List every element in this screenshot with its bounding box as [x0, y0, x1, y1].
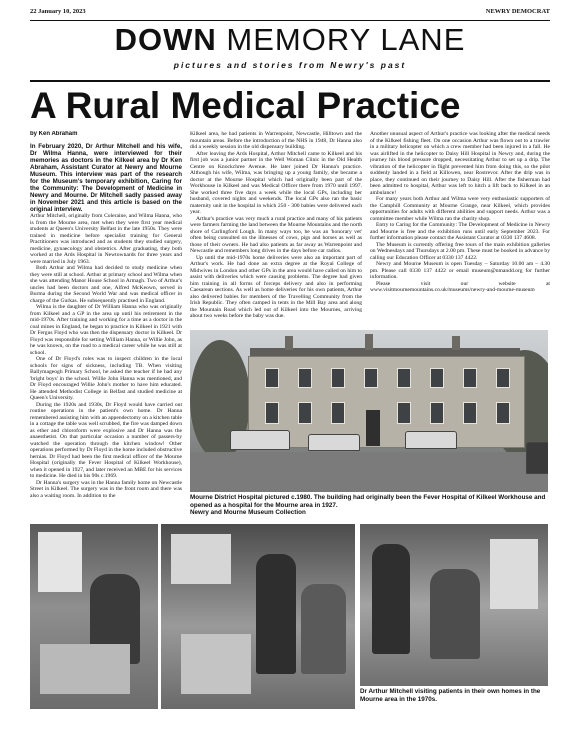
chimney-shape [365, 334, 373, 350]
paragraph: Newry and Mourne Museum is open Tuesday – Saturday 10.00 am – 4.30 pm. Please call 0330 137 4422 or email museum@nmandd.org for further information. [370, 261, 550, 280]
article-column-3 [370, 131, 550, 327]
masthead-title [30, 22, 550, 58]
window-shape [298, 402, 312, 424]
hospital-caption-text: Mourne District Hospital pictured c.1980. The building had originally been the Fever Hospital of Kilkeel Workhouse and opened as a hospital for the Mourne area in 1927. [190, 494, 546, 509]
window-shape [171, 534, 231, 584]
page-number-date: 22 January 10, 2023 [30, 8, 86, 15]
paragraph: Entry to Caring for the Community: The Development of Medicine in Newry and Mourne is free and the exhibition runs until early September 2023. For further information please contact the Assistant Curator at 0330 137 4608. [370, 222, 550, 241]
paragraph: Another unusual aspect of Arthur's practice was looking after the medical needs of the Kilkeel fishing fleet. On one occasion Arthur was flown out to a trawler in a military helicopter on which a crew member had been injured in a fall. He was airlifted in the helicopter to Daisy Hill Hospital in Newry and, during the journey his blood pressure dropped, necessitating Arthur to set up a drip. The vibration of the helicopter in flight prevented him from doing this, so the pilot suddenly landed in a field at Killowen, near Rostrevor. After the drip was in place, they continued on their journey to Daisy Hill. After the fisherman had been admitted to hospital, Arthur was left to hitch a lift back to Kilkeel in an ambulance! [370, 131, 550, 196]
masthead-word-memory-lane: MEMORY LANE [226, 22, 466, 57]
car-shape [230, 430, 290, 450]
hospital-photo [190, 330, 548, 492]
paragraph: For many years both Arthur and Wilma were very enthusiastic supporters of the Camphill Community at Mourne Grange, near Kilkeel, which provides opportunities for adults with different abilities and support needs. Arthur was a committee member while Wilma ran the charity shop. [370, 196, 550, 222]
car-shape [308, 434, 360, 451]
window-shape [463, 368, 477, 388]
masthead-word-down: DOWN [114, 22, 217, 57]
paragraph: Wilma is the daughter of Dr William Hanna who was originally from Kilkeel and a GP in the area up until his retirement in the mid-1970s. After training and working for a time as a doctor in the coal mines in England, he began to practice in Kilkeel in 1921 with Dr Fergus Floyd who was then the dispensary doctor in Kilkeel. Dr Floyd was responsible for setting William Hanna, or Willie John, as he was known, on the road to a medical career while he was still at school. [30, 304, 182, 356]
window-shape [364, 368, 378, 388]
article-column-2 [190, 131, 362, 327]
figure-shape [372, 544, 410, 654]
hospital-caption-credit: Newry and Mourne Museum Collection [190, 509, 306, 517]
window-shape [331, 368, 345, 388]
paragraph: The Museum is currently offering free tours of the main exhibition galleries on Wednesdays and Thursdays at 2.00 pm. These must be booked in advance by calling our Education Officer at 0330 137 4422. [370, 241, 550, 261]
paragraph: Kilkeel area, he had patients in Warrenpoint, Newcastle, Hilltown and the mountain areas. Before the introduction of the NHS in 1948, Dr Hanna also did a weekly session in the old dispensary building. [190, 131, 362, 150]
window-shape [397, 368, 411, 388]
paragraph: Both Arthur and Wilma had decided to study medicine when they were still at school. Arthur at primary school and Wilma when she was attending Manor House School in Armagh. Two of Arthur's uncles had been doctors and one, Alfred McKeown, served in Burma during the Second World War and was medical officer in charge of the Gurkas. He subsequently practised in England. [30, 265, 182, 304]
road-shape [190, 452, 548, 492]
window-shape [496, 368, 510, 388]
interior-photo [30, 524, 158, 709]
paragraph: Please visit our website at www.visitmournemountains.co.uk/museums/newry-and-mourne-museum [370, 280, 550, 293]
home-visit-photo [161, 524, 355, 709]
window-shape [265, 368, 279, 388]
masthead [30, 22, 550, 76]
window-shape [38, 532, 82, 592]
visits-caption: Dr Arthur Mitchell visiting patients in their own homes in the Mourne area in the 1970s. [360, 688, 541, 703]
window-shape [397, 402, 411, 424]
paragraph: Arthur's practice was very much a rural practice and many of his patients were farmers farming the land between the Mourne Mountains and the north shore of Carlingford Lough. In many ways too, he was an 'honorary vet' often being consulted on the illnesses of cows, pigs and horses as well as those of their owners. He had also patients as far away as Warrenpoint and Newcastle and remembers long drives in the days before car radios. [190, 215, 362, 254]
window-shape [265, 402, 279, 424]
byline: by Ken Abraham [30, 131, 78, 137]
newspaper-name: NEWRY DEMOCRAT [485, 8, 550, 15]
window-shape [430, 402, 444, 424]
figure-shape [256, 554, 296, 674]
window-shape [496, 402, 510, 424]
window-shape [331, 402, 345, 424]
window-shape [430, 368, 444, 388]
door-shape [366, 410, 380, 446]
paragraph: One of Dr Floyd's roles was to inspect children in the local schools for signs of sickness, including TB. When visiting Ballymageogh Primary School, he asked the teacher if he had any 'bright boys' in the school. Willie John Hanna was mentioned, and Dr Floyd encouraged Willie John's mother to have him educated. He attended Methodist College in Belfast and studied medicine at Queen's University. [30, 356, 182, 402]
intro-paragraph: In February 2020, Dr Arthur Mitchell and his wife, Dr Wilma Hanna, were interviewed for their memories as doctors in the Kilkeel area by Dr Ken Abraham, Assistant Curator at Newry and Mourne Museum. This interview was part of the research for the Museum's temporary exhibition, Caring for the Community: The Development of Medicine in Newry and Mourne. Dr Mitchell sadly passed away in November 2021 and this article is based on the original interview. [30, 142, 182, 214]
masthead-tagline: pictures and stories from Newry's past [173, 60, 407, 70]
figure-shape [430, 569, 480, 659]
paragraph: Up until the mid-1970s home deliveries were also an important part of Arthur's work. He had done an extra degree at the Royal College of Midwives in London and other GPs in the area would have called on him to assist with deliveries which were causing problems. The degree had given him training in all forms of forceps delivery and also in performing Caesarean sections. As well as home deliveries for his own patients, Arthur also delivered babies for members of the Travelling Community from the Irish Republic. They often camped in tents in the Mill Bay area and along the Mountain Road which led out of Kilkeel into the Mournes, arriving about two weeks before the baby was due. [190, 254, 362, 319]
masthead-rule [30, 80, 550, 82]
patient-visit-photo [360, 524, 548, 686]
car-shape [526, 442, 548, 474]
paragraph: Arthur Mitchell, originally from Coleraine, and Wilma Hanna, who is from the Mourne area, met when they were first year medical students at Queen's University Belfast in the late 1950s. They were trained in medicine before specialist training for General Practitioners was introduced and as students they studied surgery, medicine, gynaecology and obstetrics. After graduating, they both worked at the Ards Hospital in Newtownards for three years and were married in July 1963. [30, 213, 182, 265]
chimney-shape [452, 336, 460, 350]
window-shape [490, 539, 538, 609]
folio-line [30, 8, 550, 18]
hospital-caption [190, 494, 548, 518]
paragraph: During the 1920s and 1930s, Dr Floyd would have carried out routine operations in the patient's own home. Dr Hanna remembered assisting him with an appendectomy on a kitchen table in a cottage the table was well scrubbed, the fire was damped down as ether and chloroform were explosive and Dr Hanna was the anaesthetist. On that particular occasion a number of passers-by watched the operation through the kitchen window! Other operations performed by Dr Floyd in the home included obstructive hernias. Dr Floyd had been the first medical officer of the Mourne Hospital (originally the Fever Hospital of Kilkeel Workhouse), when it opened in 1927, and later received an MBE for his services to medicine. He died in his 90s c.1969. [30, 401, 182, 480]
car-shape [405, 431, 457, 449]
paragraph: After leaving the Ards Hospital, Arthur Mitchell came to Kilkeel and his first job was a junior partner in the Well Woman Clinic in the Old Health Centre on Knockchree Avenue. He later joined Dr Hanna's practice. Although his wife, Wilma, was bringing up a young family, she became a doctor at the Mourne Hospital which had originally been part of the Workhouse in Kilkeel and was Medical Officer there from 1970 until 1997. She worked three five days a week while the local GPs, including her husband, covered nights and weekends. The local GPs also ran the basic maternity unit in the hospital in which 250 - 300 babies were delivered each year. [190, 150, 362, 215]
window-shape [463, 402, 477, 424]
article-column-1 [30, 131, 182, 521]
figure-shape [301, 584, 346, 674]
headline: A Rural Medical Practice [30, 85, 461, 126]
top-rule [30, 20, 550, 21]
furniture-shape [40, 644, 130, 694]
furniture-shape [181, 634, 251, 694]
window-shape [298, 368, 312, 388]
chimney-shape [285, 336, 293, 350]
paragraph: Dr Hanna's surgery was in the Hanna family home on Newcastle Street in Kilkeel. The surgery was in the front room and there was also a waiting room. In addition to the [30, 479, 182, 499]
